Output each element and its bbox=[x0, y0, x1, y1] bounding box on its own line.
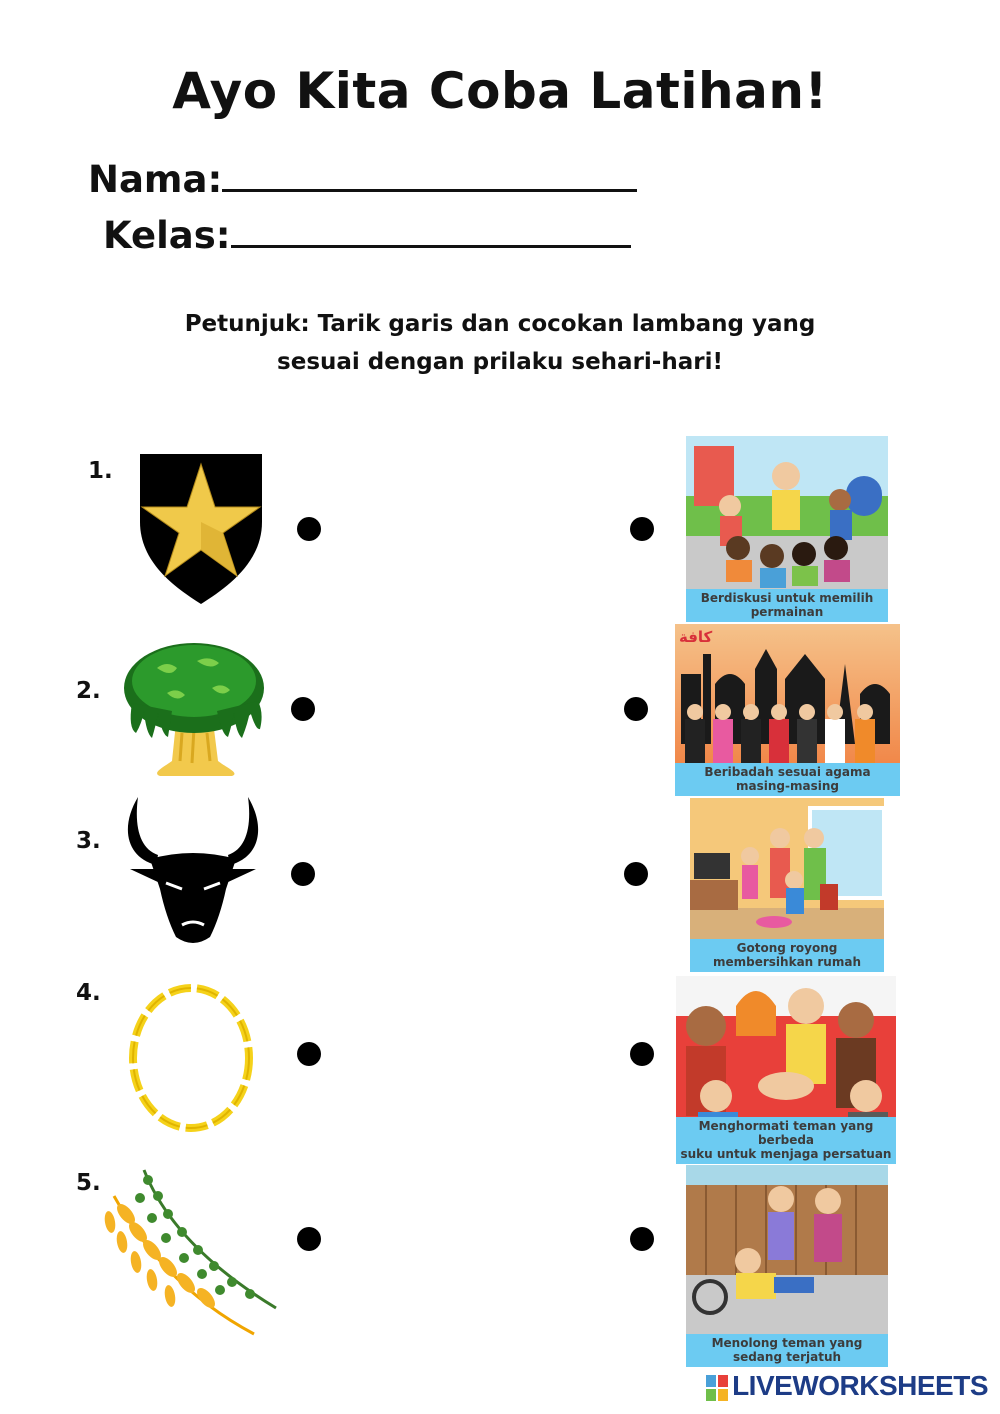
name-field bbox=[88, 158, 637, 201]
class-label: Kelas: bbox=[103, 214, 231, 257]
liveworksheets-branding[interactable] bbox=[706, 1370, 988, 1402]
picture-worship bbox=[675, 624, 900, 796]
item-number-3: 3. bbox=[76, 828, 101, 854]
picture-discussion bbox=[686, 436, 888, 622]
page-title: Ayo Kita Coba Latihan! bbox=[172, 62, 828, 120]
caption-1: Berdiskusi untuk memilih permainan bbox=[686, 589, 888, 622]
name-label: Nama: bbox=[88, 158, 223, 201]
left-dot-3[interactable] bbox=[291, 862, 315, 886]
right-dot-2[interactable] bbox=[624, 697, 648, 721]
item-number-1: 1. bbox=[88, 458, 113, 484]
caption-5: Menolong teman yang sedang terjatuh bbox=[686, 1334, 888, 1367]
chain-icon bbox=[118, 975, 264, 1141]
left-dot-5[interactable] bbox=[297, 1227, 321, 1251]
caption-2: Beribadah sesuai agama masing-masing bbox=[675, 763, 900, 796]
bull-head-icon bbox=[120, 797, 266, 949]
right-dot-5[interactable] bbox=[630, 1227, 654, 1251]
right-dot-1[interactable] bbox=[630, 517, 654, 541]
instruction-line-1: Petunjuk: Tarik garis dan cocokan lambang yang bbox=[184, 311, 816, 337]
instruction bbox=[0, 305, 1000, 381]
item-number-2: 2. bbox=[76, 678, 101, 704]
star-shield-icon bbox=[138, 452, 264, 606]
picture-helping bbox=[686, 1165, 888, 1367]
rice-cotton-icon bbox=[104, 1166, 280, 1338]
right-dot-3[interactable] bbox=[624, 862, 648, 886]
liveworksheets-text: LIVEWORKSHEETS bbox=[732, 1370, 988, 1401]
left-dot-2[interactable] bbox=[291, 697, 315, 721]
banyan-tree-icon bbox=[122, 633, 267, 778]
caption-4: Menghormati teman yang berbeda suku untuk menjaga persatuan bbox=[676, 1117, 896, 1164]
item-number-5: 5. bbox=[76, 1170, 101, 1196]
left-dot-1[interactable] bbox=[297, 517, 321, 541]
item-number-4: 4. bbox=[76, 980, 101, 1006]
name-blank-line[interactable] bbox=[222, 159, 637, 192]
class-field bbox=[103, 214, 631, 257]
picture-unity bbox=[676, 976, 896, 1164]
instruction-line-2: sesuai dengan prilaku sehari-hari! bbox=[277, 349, 723, 375]
kaffah-logo: كافة bbox=[679, 628, 713, 646]
class-blank-line[interactable] bbox=[231, 215, 631, 248]
caption-3: Gotong royong membersihkan rumah bbox=[690, 939, 884, 972]
left-dot-4[interactable] bbox=[297, 1042, 321, 1066]
liveworksheets-logo-icon bbox=[706, 1375, 728, 1401]
right-dot-4[interactable] bbox=[630, 1042, 654, 1066]
picture-cleaning bbox=[690, 798, 884, 972]
